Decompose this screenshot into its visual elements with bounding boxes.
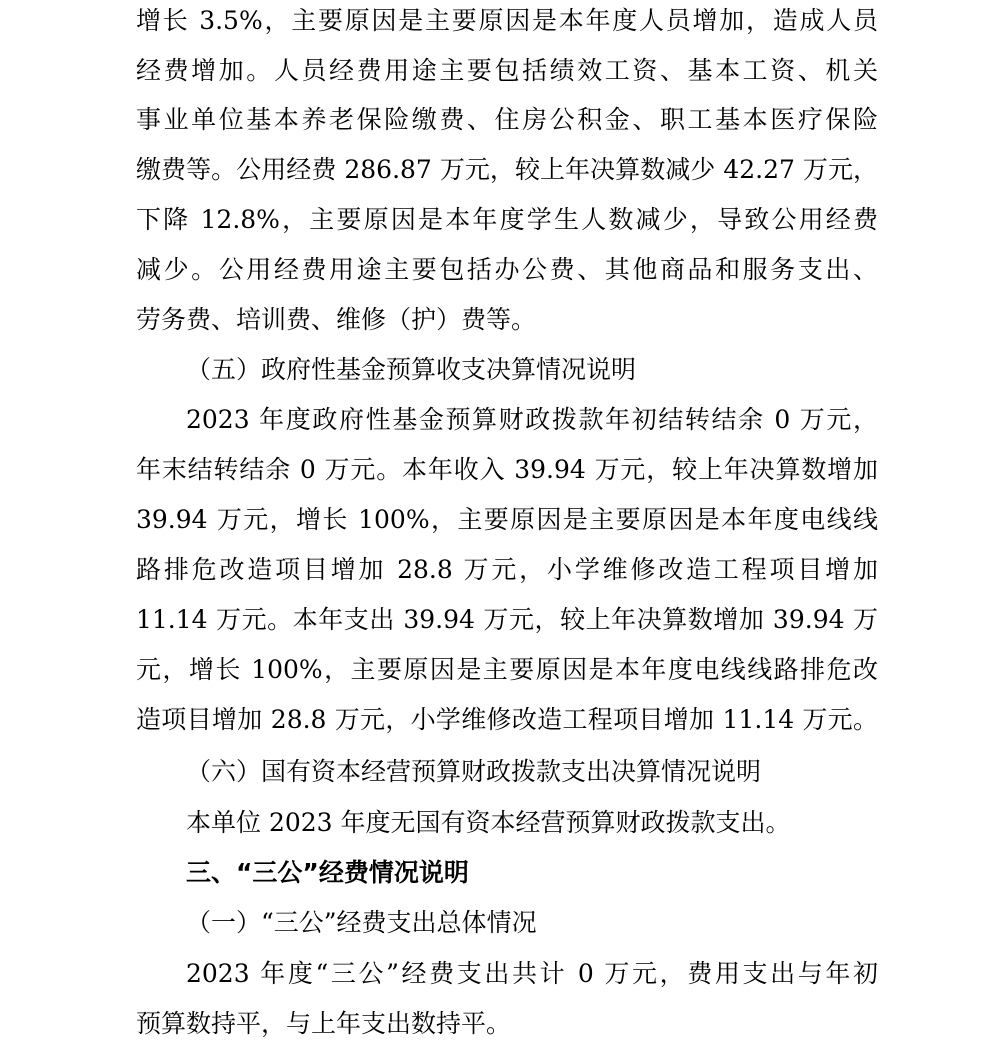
paragraph-line: 劳务费、培训费、维修（护）费等。 xyxy=(136,305,537,334)
paragraph-line: 预算数持平，与上年支出数持平。 xyxy=(136,1009,512,1038)
section-heading-three: 三、“三公”经费情况说明 xyxy=(186,858,469,887)
paragraph-line: 本单位 2023 年度无国有资本经营预算财政拨款支出。 xyxy=(186,808,791,837)
paragraph-line: 元，增长 100%，主要原因是主要原因是本年度电线线路排危改 xyxy=(136,655,878,684)
paragraph-line: 39.94 万元，增长 100%，主要原因是主要原因是本年度电线线 xyxy=(136,505,878,534)
paragraph-line: 年末结转结余 0 万元。本年收入 39.94 万元，较上年决算数增加 xyxy=(136,455,878,484)
section-heading-six: （六）国有资本经营预算财政拨款支出决算情况说明 xyxy=(186,757,762,786)
paragraph-line: 11.14 万元。本年支出 39.94 万元，较上年决算数增加 39.94 万 xyxy=(136,605,878,634)
paragraph-line: 2023 年度政府性基金预算财政拨款年初结转结余 0 万元， xyxy=(186,405,878,434)
paragraph-line: 经费增加。人员经费用途主要包括绩效工资、基本工资、机关 xyxy=(136,56,878,85)
paragraph-line: 路排危改造项目增加 28.8 万元，小学维修改造工程项目增加 xyxy=(136,555,878,584)
paragraph-line: 减少。公用经费用途主要包括办公费、其他商品和服务支出、 xyxy=(136,255,878,284)
paragraph-line: 下降 12.8%，主要原因是本年度学生人数减少，导致公用经费 xyxy=(136,205,878,234)
paragraph-line: 造项目增加 28.8 万元，小学维修改造工程项目增加 11.14 万元。 xyxy=(136,705,878,734)
section-heading-five: （五）政府性基金预算收支决算情况说明 xyxy=(186,355,637,384)
paragraph-line: 2023 年度“三公”经费支出共计 0 万元，费用支出与年初 xyxy=(186,959,878,988)
paragraph-line: 缴费等。公用经费 286.87 万元，较上年决算数减少 42.27 万元， xyxy=(136,155,878,184)
paragraph-line: 事业单位基本养老保险缴费、住房公积金、职工基本医疗保险 xyxy=(136,105,878,134)
subsection-heading-one: （一）“三公”经费支出总体情况 xyxy=(186,908,537,937)
paragraph-line: 增长 3.5%，主要原因是主要原因是本年度人员增加，造成人员 xyxy=(136,6,878,35)
